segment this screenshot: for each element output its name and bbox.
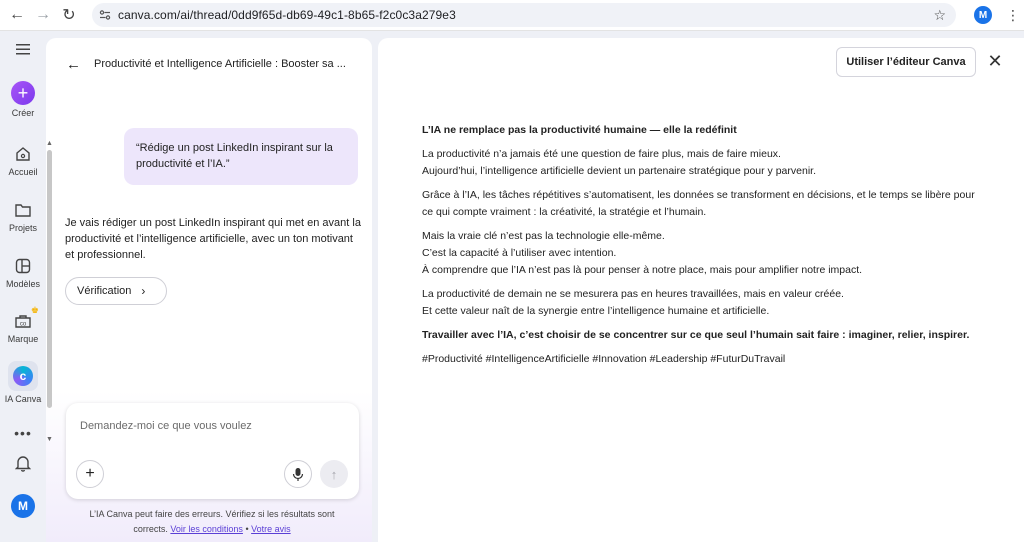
microphone-icon bbox=[292, 467, 304, 482]
post-line: Et cette valeur naît de la synergie entre l’intelligence humaine et artificielle. bbox=[422, 305, 770, 317]
address-bar[interactable] bbox=[92, 3, 956, 27]
post-line: À comprendre que l’IA n’est pas là pour penser à notre place, mais pour amplifier notre impact. bbox=[422, 264, 863, 276]
post-line: La productivité de demain ne se mesurera pas en heures travaillées, mais en valeur créée. bbox=[422, 288, 844, 300]
svg-text:co: co bbox=[19, 321, 27, 328]
prompt-input[interactable] bbox=[78, 419, 342, 433]
rail-label-projects: Projets bbox=[8, 223, 37, 233]
post-paragraph bbox=[422, 187, 982, 221]
scroll-up-icon[interactable]: ▲ bbox=[46, 140, 53, 147]
user-message: “Rédige un post LinkedIn inspirant sur la productivité et l’IA.” bbox=[124, 128, 358, 185]
hamburger-icon bbox=[16, 43, 30, 55]
rail-item-home[interactable] bbox=[0, 144, 46, 177]
forward-icon[interactable]: → bbox=[35, 6, 51, 23]
chat-header bbox=[66, 54, 366, 74]
rail-item-projects[interactable] bbox=[0, 200, 46, 233]
assistant-message: Je vais rédiger un post LinkedIn inspirant qui met en avant la productivité et l’intelligence artificielle, avec un ton motivant et professionnel. bbox=[65, 217, 361, 261]
chat-title: Productivité et Intelligence Artificielle : Booster sa ... bbox=[94, 58, 346, 70]
link-separator: • bbox=[245, 524, 249, 534]
home-icon bbox=[13, 144, 33, 164]
plus-icon: + bbox=[85, 465, 95, 482]
post-content bbox=[422, 122, 982, 375]
disclaimer-text: L’IA Canva peut faire des erreurs. Vérifiez si les résultats sont corrects. bbox=[89, 509, 335, 534]
post-line: C’est la capacité à l’utiliser avec intention. bbox=[422, 247, 617, 259]
rail-label-canva-ai: IA Canva bbox=[4, 394, 42, 404]
composer bbox=[66, 403, 359, 499]
add-attachment-button[interactable] bbox=[76, 460, 104, 488]
post-line: Grâce à l’IA, les tâches répétitives s’automatisent, les données se transforment en décisions, et le temps se libère pour ce qui compte vraiment : la créativité, la stratégie et l’humain. bbox=[422, 189, 975, 218]
rail-label-templates: Modèles bbox=[5, 279, 41, 289]
chat-scrollbar[interactable] bbox=[46, 140, 53, 448]
browser-profile-avatar[interactable]: M bbox=[974, 6, 992, 24]
chat-panel bbox=[46, 38, 372, 542]
post-line: Mais la vraie clé n’est pas la technologie elle-même. bbox=[422, 230, 665, 242]
post-conclusion: Travailler avec l’IA, c’est choisir de se concentrer sur ce que seul l’humain sait faire : imaginer, relier, inspirer. bbox=[422, 329, 970, 341]
rail-label-home: Accueil bbox=[8, 167, 38, 177]
rail-item-brand[interactable] bbox=[0, 305, 46, 344]
post-paragraph bbox=[422, 228, 982, 279]
close-icon[interactable]: ✕ bbox=[987, 51, 1003, 71]
disclaimer bbox=[76, 507, 348, 537]
folder-icon bbox=[13, 200, 33, 220]
document-panel bbox=[378, 38, 1024, 542]
avatar: M bbox=[11, 494, 35, 518]
create-button[interactable] bbox=[0, 81, 46, 118]
terms-link[interactable]: Voir les conditions bbox=[170, 524, 243, 534]
bookmark-star-icon[interactable]: ☆ bbox=[933, 7, 946, 23]
rail-item-templates[interactable] bbox=[0, 256, 46, 289]
post-line: La productivité n’a jamais été une question de faire plus, mais de faire mieux. bbox=[422, 148, 781, 160]
brand-icon bbox=[13, 305, 39, 331]
scroll-down-icon[interactable]: ▼ bbox=[46, 436, 53, 443]
post-headline: L’IA ne remplace pas la productivité humaine — elle la redéfinit bbox=[422, 124, 737, 136]
plus-icon: + bbox=[11, 81, 35, 105]
canva-ai-icon: c bbox=[13, 366, 33, 386]
back-arrow-icon[interactable]: ← bbox=[66, 55, 81, 73]
send-button[interactable] bbox=[320, 460, 348, 488]
scrollbar-thumb[interactable] bbox=[47, 150, 52, 408]
post-line: Aujourd’hui, l’intelligence artificielle devient un partenaire stratégique pour y parvenir. bbox=[422, 165, 816, 177]
more-icon[interactable]: ••• bbox=[14, 425, 32, 441]
canva-ai-active-tile bbox=[8, 361, 38, 391]
browser-menu-icon[interactable]: ⋮ bbox=[1006, 6, 1020, 23]
templates-icon bbox=[13, 256, 33, 276]
back-icon[interactable]: ← bbox=[9, 6, 25, 23]
left-rail bbox=[0, 31, 46, 542]
post-hashtags: #Productivité #IntelligenceArtificielle #Innovation #Leadership #FuturDuTravail bbox=[422, 353, 786, 365]
post-paragraph bbox=[422, 146, 982, 180]
verification-button[interactable] bbox=[65, 277, 167, 305]
browser-toolbar bbox=[0, 0, 1024, 31]
url-text: canva.com/ai/thread/0dd9f65d-db69-49c1-8b65-f2c0c3a279e3 bbox=[118, 8, 456, 22]
account-button[interactable] bbox=[0, 494, 46, 518]
menu-button[interactable] bbox=[0, 43, 46, 55]
post-paragraph bbox=[422, 286, 982, 320]
reload-icon[interactable]: ↻ bbox=[62, 7, 76, 24]
create-label: Créer bbox=[11, 108, 35, 118]
bell-icon bbox=[13, 453, 33, 473]
feedback-link[interactable]: Votre avis bbox=[251, 524, 291, 534]
arrow-up-icon: ↑ bbox=[330, 466, 338, 482]
crown-icon: ♚ bbox=[30, 305, 39, 315]
use-canva-editor-button[interactable]: Utiliser l’éditeur Canva bbox=[836, 47, 976, 77]
microphone-button[interactable] bbox=[284, 460, 312, 488]
verification-label: Vérification bbox=[77, 285, 132, 297]
site-settings-icon[interactable] bbox=[92, 9, 118, 21]
chevron-right-icon: › bbox=[141, 284, 146, 298]
rail-label-brand: Marque bbox=[7, 334, 39, 344]
rail-item-canva-ai[interactable] bbox=[0, 361, 46, 404]
notifications-button[interactable] bbox=[0, 453, 46, 473]
